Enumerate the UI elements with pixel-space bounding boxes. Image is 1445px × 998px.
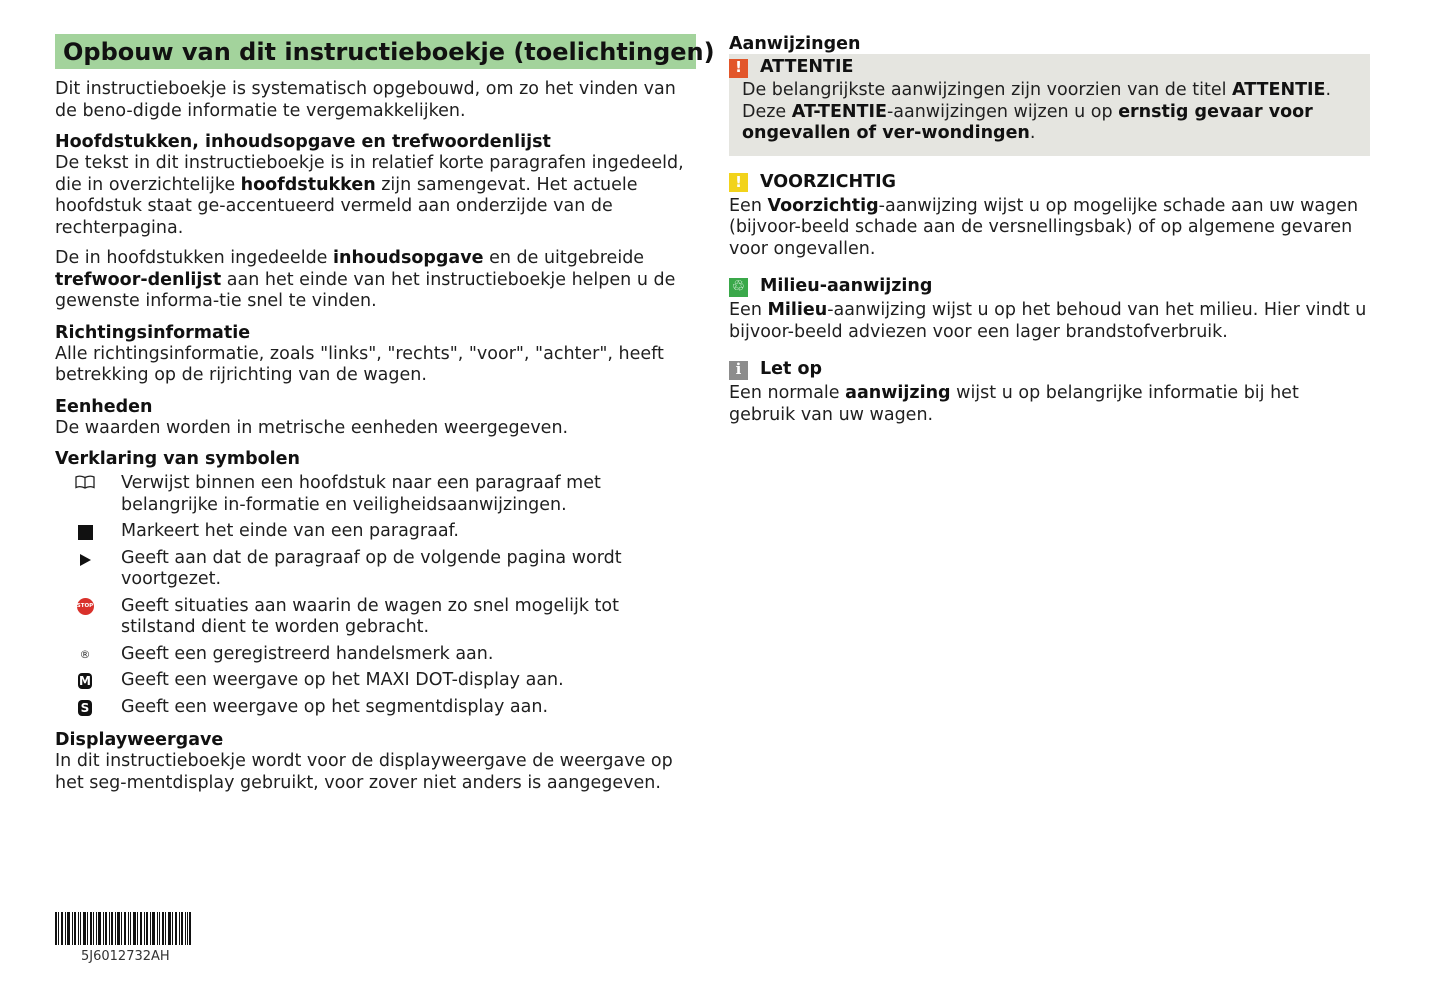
info-icon: i [729, 361, 748, 380]
barcode-image [55, 912, 191, 945]
symbols-heading: Verklaring van symbolen [55, 449, 300, 469]
chapters-heading: Hoofdstukken, inhoudsopgave en trefwoordenlijst [55, 132, 551, 152]
page-title: Opbouw van dit instructieboekje (toelichtingen) [55, 34, 696, 69]
symbol-row: Geeft aan dat de paragraaf op de volgende pagina wordt voortgezet. [55, 548, 696, 591]
intro-paragraph: Dit instructieboekje is systematisch opgebouwd, om zo het vinden van de beno-digde informatie te vergemakkelijken. [55, 79, 676, 121]
notes-title: Aanwijzingen [729, 34, 861, 54]
left-column [55, 34, 715, 794]
units-heading: Eenheden [55, 396, 153, 417]
attention-box [729, 54, 1370, 156]
display-heading: Displayweergave [55, 730, 224, 750]
environment-label: Milieu-aanwijzing [760, 276, 933, 297]
symbol-row: Verwijst binnen een hoofdstuk naar een paragraaf met belangrijke in-formatie en veiligheidsaanwijzingen. [55, 473, 696, 516]
note-label: Let op [760, 359, 823, 380]
maxi-dot-icon: M [79, 674, 91, 688]
caution-icon: ! [729, 173, 748, 192]
symbol-list [55, 473, 696, 718]
attention-label: ATTENTIE [760, 57, 854, 78]
chapters-paragraph-2: De in hoofdstukken ingedeelde inhoudsopgave en de uitgebreide trefwoor-denlijst aan het einde van het instructieboekje helpen u de gewenste informa-tie snel te vinden. [55, 248, 676, 311]
caution-text: Een Voorzichtig-aanwijzing wijst u op mogelijke schade aan uw wagen (bijvoor-beeld schade aan de versnellingsbak) of op algemene gevaren voor ongevallen. [729, 195, 1359, 259]
display-paragraph: In dit instructieboekje wordt voor de displayweergave de weergave op het seg-mentdisplay gebruikt, voor zover niet anders is aangegeven. [55, 751, 673, 793]
square-icon [78, 525, 93, 540]
caution-label: VOORZICHTIG [760, 171, 896, 192]
segment-display-icon: S [78, 700, 92, 716]
units-paragraph: De waarden worden in metrische eenheden weergegeven. [55, 417, 569, 438]
attention-icon: ! [729, 59, 748, 78]
note-text: Een normale aanwijzing wijst u op belangrijke informatie bij het gebruik van uw wagen. [729, 383, 1299, 425]
symbol-row: M Geeft een weergave op het MAXI DOT-display aan. [79, 670, 564, 690]
right-column [729, 34, 1370, 426]
direction-heading: Richtingsinformatie [55, 322, 251, 343]
direction-paragraph: Alle richtingsinformatie, zoals "links", "rechts", "voor", "achter", heeft betrekking op de rijrichting van de wagen. [55, 343, 664, 385]
barcode-number: 5J6012732AH [81, 949, 170, 964]
stop-icon: STOP [77, 598, 94, 615]
chapters-paragraph-1: De tekst in dit instructieboekje is in relatief korte paragrafen ingedeeld, die in overzichtelijke hoofdstukken zijn samengevat. Het actuele hoofdstuk staat ge-accentueerd vermeld aan onderzijde van de rechterpagina. [55, 153, 684, 238]
symbol-row: S Geeft een weergave op het segmentdisplay aan. [55, 697, 696, 719]
symbol-row: ® Geeft een geregistreerd handelsmerk aan. [79, 643, 494, 664]
environment-icon: ♲ [729, 278, 748, 297]
triangle-icon [80, 554, 91, 566]
registered-icon: ® [79, 647, 91, 661]
symbol-row: STOP Geeft situaties aan waarin de wagen zo snel mogelijk tot stilstand dient te worden gebracht. [76, 595, 619, 637]
symbol-row: Markeert het einde van een paragraaf. [55, 521, 696, 543]
environment-text: Een Milieu-aanwijzing wijst u op het behoud van het milieu. Hier vindt u bijvoor-beeld adviezen voor een lager brandstofverbruik. [729, 300, 1367, 342]
attention-text: De belangrijkste aanwijzingen zijn voorzien van de titel ATTENTIE. Deze AT-TENTIE-aanwijzingen wijzen u op ernstig gevaar voor ongevallen of ver-wondingen. [742, 80, 1332, 143]
book-icon [55, 473, 121, 489]
